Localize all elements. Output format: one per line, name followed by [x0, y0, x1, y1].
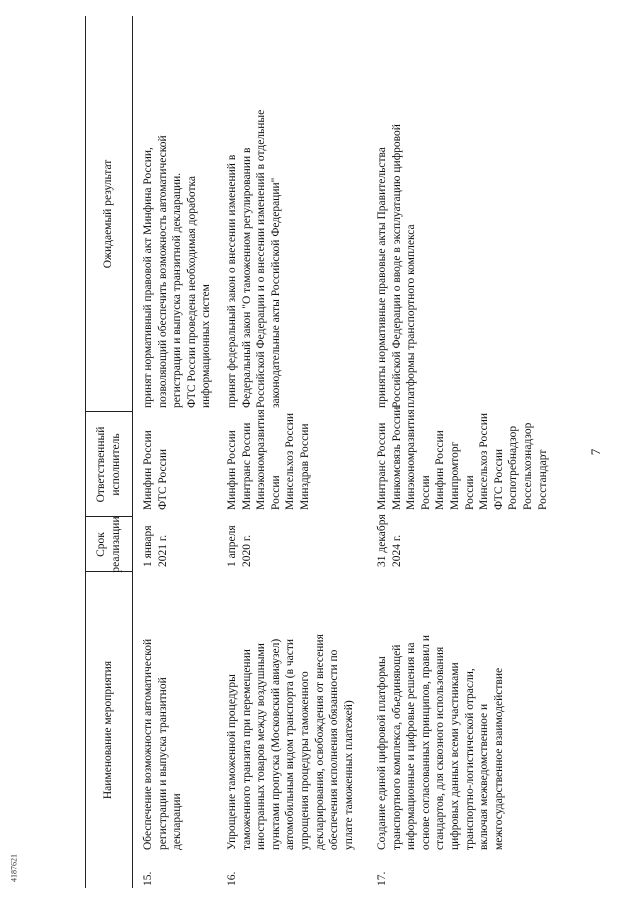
executor-line: Роспотребнадзор	[507, 425, 520, 510]
row-16-deadline	[225, 525, 254, 567]
name-line: транспортного комплекса, объединяющей	[390, 644, 403, 850]
row-15-deadline	[141, 526, 170, 568]
row-16-result	[225, 110, 283, 408]
header-executor-line: исполнитель	[109, 433, 122, 496]
name-line: включая межведомственное и	[478, 703, 491, 850]
row-17-deadline	[375, 514, 404, 567]
executor-line: Минфин России	[434, 430, 447, 510]
result-line: позволяющий обеспечить возможность автоматической	[156, 135, 169, 408]
row-17-result	[375, 124, 419, 408]
name-line: иностранных товаров между воздушными	[255, 643, 268, 850]
name-line: декларации	[171, 793, 184, 850]
result-line: приняты нормативные правовые акты Правительства	[376, 147, 388, 408]
document-code: 4187621	[9, 854, 19, 882]
row-15-number: 15.	[142, 871, 154, 886]
row-15-result	[141, 135, 214, 408]
header-result	[85, 16, 132, 412]
row-15-executors	[141, 430, 170, 510]
page-number: 7	[588, 448, 603, 456]
executor-line: Росстандарт	[536, 449, 549, 510]
header-deadline-line: Срок	[94, 532, 107, 557]
name-line: транспортно-логистической отрасли,	[463, 668, 476, 850]
header-deadline-line: реализации	[109, 516, 122, 573]
result-line: регистрации и выпуска транзитной декларации.	[171, 172, 184, 408]
name-line: пунктами пропуска (Московский авиаузел)	[269, 638, 282, 850]
result-line: платформы транспортного комплекса	[405, 224, 418, 408]
result-line: принят федеральный закон о внесении изменений в	[226, 154, 238, 408]
executor-line: Минтранс России	[240, 422, 253, 510]
row-15-name	[141, 639, 185, 850]
row-17-number: 17.	[376, 871, 388, 886]
result-line: законодательные акты Российской Федерации"	[269, 177, 282, 408]
result-line: информационных систем	[200, 284, 213, 408]
name-line: информационные и цифровые решения на	[405, 642, 418, 850]
deadline-line: 1 января	[142, 525, 154, 567]
executor-line: России	[269, 475, 282, 510]
table-area	[85, 16, 625, 888]
executor-line: России	[463, 475, 476, 510]
name-line: таможенного транзита при перемещении	[240, 649, 253, 850]
result-line: Федеральный закон "О таможенном регулировании в	[240, 147, 253, 408]
result-line: ФТС России проведена необходимая доработка	[185, 175, 198, 408]
header-name-text: Наименование мероприятия	[102, 660, 115, 800]
row-16-number: 16.	[226, 871, 238, 886]
executor-line: Минсельхоз России	[284, 412, 297, 510]
header-result-text: Ожидаемый результат	[102, 159, 115, 269]
executor-line: Минсельхоз России	[478, 412, 491, 510]
name-line: Создание единой цифровой платформы	[376, 656, 388, 850]
executor-line: Минфин России	[226, 430, 238, 510]
deadline-line: 2020 г.	[240, 534, 253, 567]
executor-line: ФТС России	[492, 448, 505, 510]
executor-line: Минэкономразвития	[255, 409, 268, 510]
name-line: Обеспечение возможности автоматической	[142, 638, 154, 850]
row-16-name	[225, 634, 356, 850]
name-line: стандартов, для сквозного использования	[434, 646, 447, 850]
result-line: Российской Федерации и о внесении изменений в отдельные	[255, 109, 268, 408]
deadline-line: 2021 г.	[156, 534, 169, 567]
name-line: декларирования, освобождения от внесения	[313, 634, 326, 850]
row-16-executors	[225, 409, 313, 510]
executor-line: Минздрав России	[298, 423, 311, 510]
name-line: автомобильным видом транспорта (в части	[284, 638, 297, 850]
result-line: Российской Федерации о вводе в эксплуатацию цифровой	[390, 124, 403, 408]
header-executor-line: Ответственный	[94, 426, 107, 503]
deadline-line: 1 апреля	[226, 525, 238, 567]
row-17-executors	[375, 407, 550, 510]
name-line: Упрощение таможенной процедуры	[226, 674, 238, 850]
name-line: цифровых данных всеми участниками	[448, 662, 461, 850]
name-line: обеспечения исполнения обязанности по	[328, 649, 341, 850]
name-line: упрощения процедуры таможенного	[298, 671, 311, 850]
name-line: межгосударственное взаимодействие	[492, 667, 505, 850]
executor-line: Минпромторг	[448, 441, 461, 510]
executor-line: Минфин России	[142, 430, 154, 510]
deadline-line: 2024 г.	[390, 534, 403, 567]
result-line: принят нормативный правовой акт Минфина России,	[142, 147, 154, 408]
executor-line: Минэкономразвития	[405, 409, 418, 510]
row-17-name	[375, 635, 506, 850]
header-bottom-border	[132, 16, 133, 888]
name-line: уплате таможенных платежей)	[342, 700, 355, 850]
header-executor	[85, 412, 132, 517]
header-deadline	[85, 517, 132, 572]
executor-line: России	[419, 475, 432, 510]
name-line: регистрации и выпуска транзитной	[156, 677, 169, 850]
measures-table	[85, 16, 625, 888]
executor-line: Минкомсвязь России	[390, 406, 403, 510]
executor-line: Минтранс России	[376, 422, 388, 510]
deadline-line: 31 декабря	[376, 514, 388, 567]
executor-line: ФТС России	[156, 448, 169, 510]
name-line: основе согласованных принципов, правил и	[419, 634, 432, 850]
executor-line: Россельхознадзор	[521, 422, 534, 510]
header-name	[85, 572, 132, 888]
